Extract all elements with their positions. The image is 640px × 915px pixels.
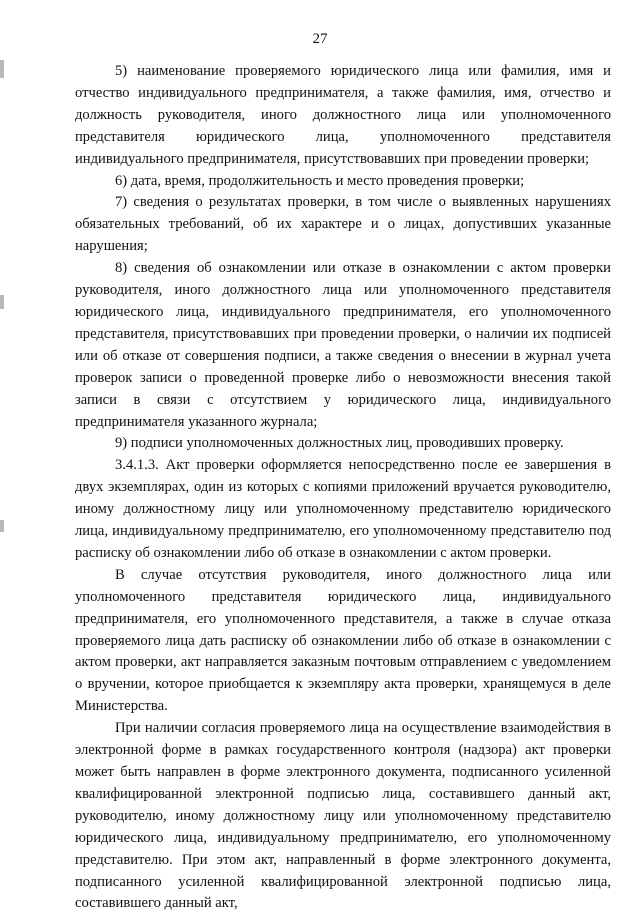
scan-edge-mark: [0, 520, 4, 532]
list-item-8: 8) сведения об ознакомлении или отказе в ознакомлении с актом проверки руководителя, иного должностного лица или уполномоченного представителя юридического лица, индивидуального предпринимателя, его уполномоченного представителя, присутствовавших при проведении проверки, о наличии их подписей или об отказе от совершения подписи, а также сведения о внесении в журнал учета проверок записи о проведенной проверке либо о невозможности внесения такой записи в связи с отсутствием у юридического лица, индивидуального предпринимателя указанного журнала;: [75, 260, 611, 430]
clause-3-4-1-3: 3.4.1.3. Акт проверки оформляется непосредственно после ее завершения в двух экземплярах, один из которых с копиями приложений вручается руководителю, иному должностному лицу или уполномоченному представителю юридического лица, индивидуальному предпринимателю, его уполномоченному представителю под расписку об ознакомлении либо об отказе в ознакомлении с актом проверки.: [75, 457, 611, 561]
list-item-9: 9) подписи уполномоченных должностных лиц, проводивших проверку.: [115, 435, 564, 452]
list-item-7: 7) сведения о результатах проверки, в том числе о выявленных нарушениях обязательных требований, об их характере и о лицах, допустивших указанные нарушения;: [75, 194, 611, 255]
electronic-form-paragraph: При наличии согласия проверяемого лица на осуществление взаимодействия в электронной форме в рамках государственного контроля (надзора) акт проверки может быть направлен в форме электронного документа, подписанного усиленной квалифицированной электронной подписью лица, составившего данный акт, руководителю, иному должностному лицу или уполномоченному представителю юридического лица, индивидуальному предпринимателю, его уполномоченному представителю. При этом акт, направленный в форме электронного документа, подписанного усиленной квалифицированной электронной подписью лица, составившего данный акт,: [75, 720, 611, 912]
document-body: [75, 61, 611, 915]
scan-edge-mark: [0, 60, 4, 78]
scan-edge-mark: [0, 295, 4, 309]
page-number: 27: [312, 31, 328, 47]
absence-paragraph: В случае отсутствия руководителя, иного должностного лица или уполномоченного представителя юридического лица, индивидуального предпринимателя, его уполномоченного представителя, а также в случае отказа проверяемого лица дать расписку об ознакомлении либо об отказе в ознакомлении с актом проверки, акт направляется заказным почтовым отправлением с уведомлением о вручении, которое приобщается к экземпляру акта проверки, хранящемуся в деле Министерства.: [75, 566, 611, 715]
list-item-6: 6) дата, время, продолжительность и место проведения проверки;: [115, 172, 525, 189]
list-item-5: 5) наименование проверяемого юридического лица или фамилия, имя и отчество индивидуального предпринимателя, а также фамилия, имя, отчество и должность руководителя, иного должностного лица или уполномоченного представителя юридического лица, уполномоченного представителя индивидуального предпринимателя, присутствовавших при проведении проверки;: [75, 63, 611, 167]
